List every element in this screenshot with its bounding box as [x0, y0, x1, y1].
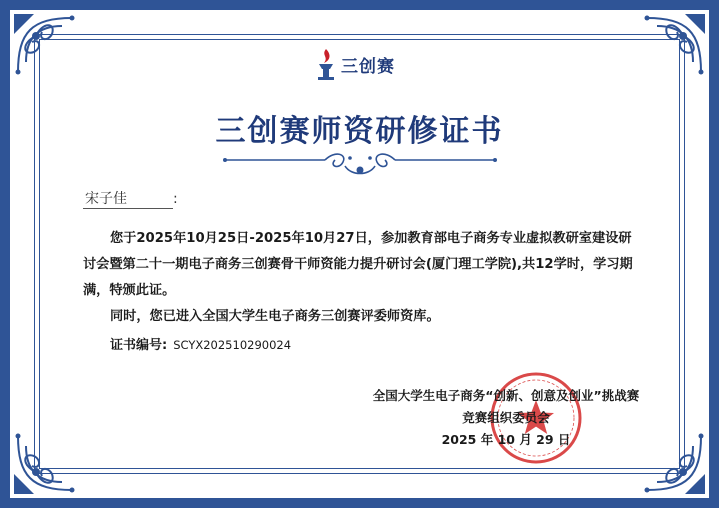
recipient-colon: : — [173, 191, 178, 207]
logo-text: 三创赛 — [341, 56, 395, 77]
certificate-title: 三创赛师资研修证书 — [215, 114, 504, 149]
certificate-body — [83, 226, 643, 330]
issuer-block — [346, 385, 666, 451]
recipient-name: 宋子佳 — [83, 188, 173, 209]
certificate-number-label: 证书编号: — [110, 338, 168, 353]
corner-ornament-icon — [12, 416, 92, 496]
issuer-line-2: 竞赛组织委员会 — [462, 410, 550, 425]
corner-ornament-icon — [627, 12, 707, 92]
certificate-paper — [10, 10, 709, 498]
corner-ornament-icon — [12, 12, 92, 92]
recipient-line — [83, 188, 178, 209]
certificate-number — [110, 334, 291, 353]
torch-icon — [315, 47, 337, 81]
body-paragraph-1: 您于2025年10月25日-2025年10月27日，参加教育部电子商务专业虚拟教研室建设研讨会暨第二十一期电子商务三创赛骨干师资能力提升研讨会(厦门理工学院),共12学时，学习期满，特颁此证。 — [83, 231, 633, 298]
body-paragraph-2: 同时，您已进入全国大学生电子商务三创赛评委师资库。 — [110, 309, 440, 324]
issuer-line-1: 全国大学生电子商务“创新、创意及创业”挑战赛 — [372, 388, 640, 403]
certificate-number-value: SCYX202510290024 — [173, 338, 292, 352]
title-ornament-icon — [215, 150, 505, 180]
logo — [315, 46, 395, 82]
issue-date: 2025 年 10 月 29 日 — [441, 432, 571, 447]
